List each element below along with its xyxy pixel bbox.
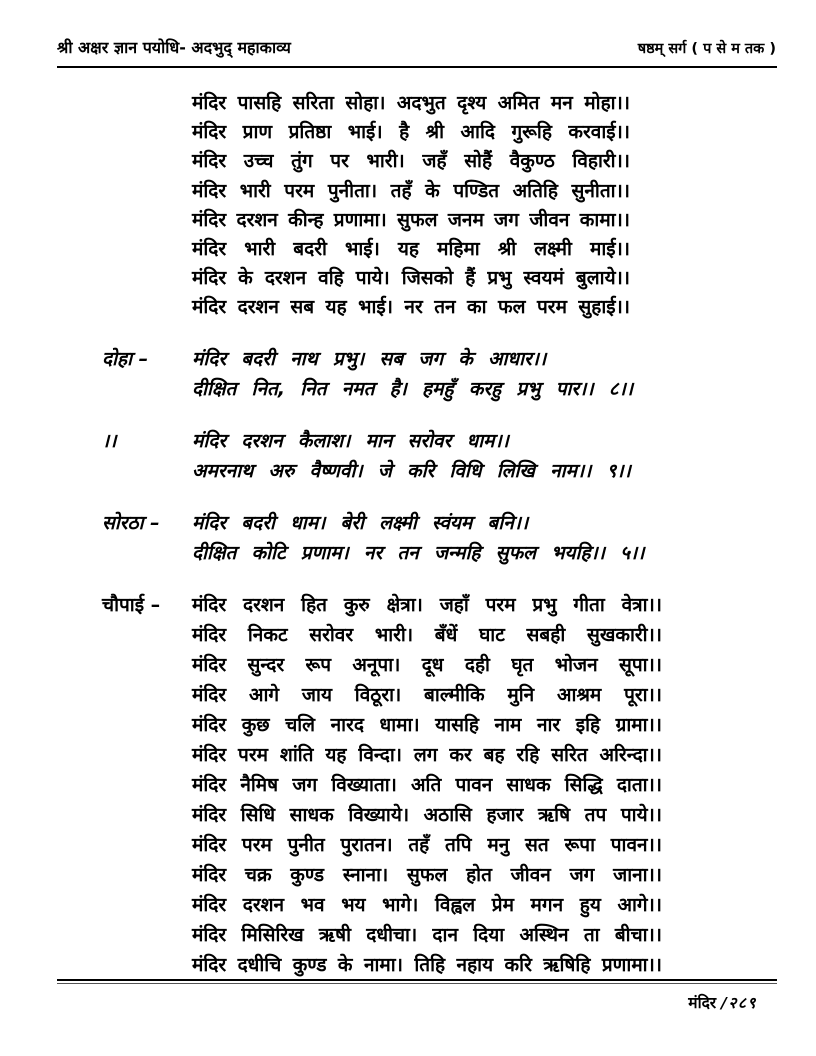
- verse-line: मंदिर नैमिष जग विख्याता। अति पावन साधक सिद्धि दाता।।: [192, 773, 662, 796]
- verse-line: मंदिर भारी परम पुनीता। तहँ के पण्डित अतिहि सुनीता।।: [192, 179, 630, 202]
- verse-section: [102, 344, 816, 405]
- verse-line: मंदिर आगे जाय विठूरा। बाल्मीकि मुनि आश्रम पूरा।।: [192, 683, 662, 706]
- verse-section: [102, 508, 816, 569]
- section-label: चौपाई –: [102, 593, 161, 616]
- verse-line: मंदिर भारी बदरी भाई। यह महिमा श्री लक्ष्मी माई।।: [192, 238, 630, 261]
- verse-body: [0, 68, 816, 980]
- section-lines: [192, 508, 644, 569]
- verse-line: मंदिर बदरी नाथ प्रभु। सब जग के आधार।।: [192, 347, 547, 370]
- verse-line: मंदिर प्राण प्रतिष्ठा भाई। है श्री आदि गुरूहि करवाई।।: [192, 121, 630, 144]
- verse-line: मंदिर कुछ चलि नारद धामा। यासहि नाम नार इहि ग्रामा।।: [192, 713, 662, 736]
- verse-line: मंदिर बदरी धाम। बेरी लक्ष्मी स्वंयम बनि।।: [192, 511, 529, 534]
- verse-line: मंदिर दरशन कैलाश। मान सरोवर धाम।।: [192, 429, 509, 452]
- verse-line: मंदिर के दरशन वहि पाये। जिसको हैं प्रभु स्वयमं बुलाये।।: [192, 267, 630, 290]
- verse-line: मंदिर उच्च तुंग पर भारी। जहँ सोहैं वैकुण्ठ विहारी।।: [192, 150, 630, 173]
- verse-line: मंदिर चक्र कुण्ड स्नाना। सुफल होत जीवन जग जाना।।: [192, 863, 662, 886]
- section-lines: [192, 426, 631, 487]
- verse-line: मंदिर मिसिरिख ऋषी दधीचा। दान दिया अस्थिन ता बीचा।।: [192, 923, 662, 946]
- verse-line: मंदिर दरशन हित कुरु क्षेत्रा। जहाँ परम प्रभु गीता वेत्रा।।: [192, 593, 662, 616]
- footer-page-number: /२८९: [721, 994, 757, 1012]
- footer-label: मंदिर: [688, 994, 717, 1012]
- verse-line: मंदिर परम शांति यह विन्दा। लग कर बह रहि सरित अरिन्दा।।: [192, 743, 662, 766]
- section-label: ।।: [102, 429, 117, 452]
- page-footer: [688, 991, 757, 1013]
- verse-line: दीक्षित कोटि प्रणाम। नर तन जन्महि सुफल भयहि।। ५।।: [192, 542, 645, 565]
- verse-line: दीक्षित नित, नित नमत है। हमहुँ करहु प्रभु पार।। ८।।: [192, 378, 634, 401]
- section-lines: [192, 590, 662, 980]
- verse-line: अमरनाथ अरु वैष्णवी। जे करि विधि लिखि नाम।। ९।।: [192, 460, 631, 483]
- verse-line: मंदिर निकट सरोवर भारी। बँधें घाट सबही सुखकारी।।: [192, 623, 662, 646]
- verse-line: मंदिर दरशन भव भय भागे। विह्वल प्रेम मगन हुय आगे।।: [192, 893, 662, 916]
- section-lines: [192, 344, 633, 405]
- section-label: दोहा –: [102, 347, 149, 370]
- header-title: श्री अक्षर ज्ञान पयोधि- अदभुद् महाकाव्य: [57, 38, 291, 57]
- header-chapter: षष्ठम् सर्ग ( प से म तक ): [637, 41, 776, 57]
- section-label: सोरठा –: [102, 511, 160, 534]
- section-lines: [192, 89, 630, 323]
- verse-line: मंदिर दरशन कीन्ह प्रणामा। सुफल जनम जग जीवन कामा।।: [192, 208, 630, 231]
- verse-line: मंदिर दधीचि कुण्ड के नामा। तिहि नहाय करि ऋषिहि प्रणामा।।: [192, 953, 662, 976]
- verse-line: मंदिर सुन्दर रूप अनूपा। दूध दही घृत भोजन सूपा।।: [192, 653, 662, 676]
- page-header: [0, 0, 816, 58]
- verse-section: [102, 426, 816, 487]
- verse-line: मंदिर सिधि साधक विख्याये। अठासि हजार ऋषि तप पाये।।: [192, 803, 662, 826]
- verse-line: मंदिर परम पुनीत पुरातन। तहँ तपि मनु सत रूपा पावन।।: [192, 833, 662, 856]
- verse-section: [102, 590, 816, 980]
- footer-rule: [57, 979, 777, 984]
- verse-section: [102, 89, 816, 323]
- verse-line: मंदिर दरशन सब यह भाई। नर तन का फल परम सुहाई।।: [192, 296, 630, 319]
- verse-line: मंदिर पासहि सरिता सोहा। अदभुत दृश्य अमित मन मोहा।।: [192, 92, 630, 114]
